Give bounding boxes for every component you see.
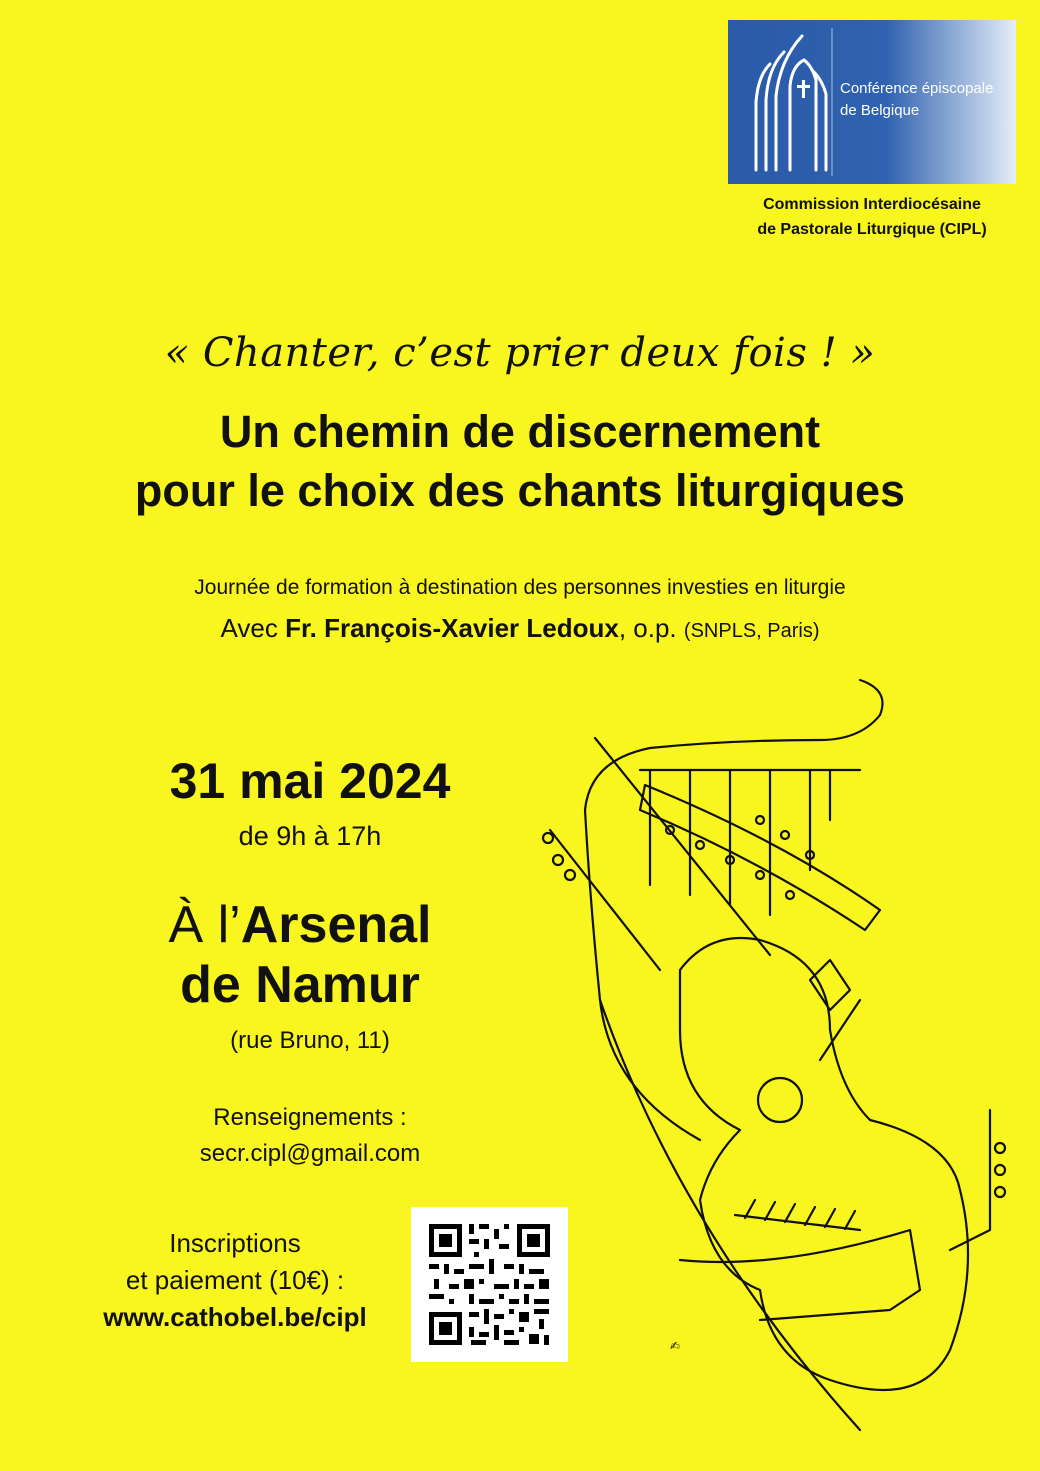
- registration-line-2: et paiement (10€) :: [125, 1265, 345, 1295]
- bishops-conference-logo: [728, 20, 1016, 184]
- speaker-name: Fr. François-Xavier Ledoux: [285, 613, 619, 643]
- info-email[interactable]: secr.cipl@gmail.com: [199, 1140, 421, 1167]
- event-hours: de 9h à 17h: [238, 821, 382, 851]
- speaker-order: , o.p.: [618, 613, 677, 643]
- venue-name-2: de Namur: [180, 956, 420, 1014]
- headline-line-1: Un chemin de discernement: [219, 406, 821, 457]
- speaker-prefix: Avec: [220, 613, 286, 643]
- event-venue: [60, 895, 540, 1015]
- event-date: 31 mai 2024: [169, 753, 451, 809]
- logo-line-1: Conférence épiscopale: [840, 80, 994, 97]
- headline: [0, 402, 1040, 520]
- instruments-drawing: [530, 670, 1010, 1465]
- registration-block: [50, 1225, 420, 1336]
- svg-text:✍: ✍: [670, 1339, 681, 1353]
- logo-line-2: de Belgique: [840, 102, 920, 119]
- commission-line-1: Commission Interdiocésaine: [763, 196, 981, 213]
- venue-name-1: Arsenal: [240, 896, 432, 954]
- speaker-line: [0, 613, 1040, 644]
- speaker-affiliation: (SNPLS, Paris): [683, 620, 820, 642]
- quote: « Chanter, c’est prier deux fois ! »: [164, 330, 876, 376]
- venue-prefix: À l’: [168, 896, 241, 954]
- info-block: [70, 1100, 550, 1172]
- instruments-drawing-icon: [530, 670, 1010, 1460]
- commission-line-2: de Pastorale Liturgique (CIPL): [757, 221, 987, 238]
- headline-line-2: pour le choix des chants liturgiques: [134, 465, 906, 516]
- event-address: (rue Bruno, 11): [230, 1027, 390, 1054]
- registration-url[interactable]: www.cathobel.be/cipl: [103, 1302, 367, 1332]
- commission-name: [690, 192, 1040, 242]
- registration-line-1: Inscriptions: [169, 1228, 301, 1258]
- subtitle: Journée de formation à destination des personnes investies en liturgie: [194, 576, 846, 599]
- info-label: Renseignements :: [213, 1104, 407, 1131]
- logo-text: [840, 78, 993, 122]
